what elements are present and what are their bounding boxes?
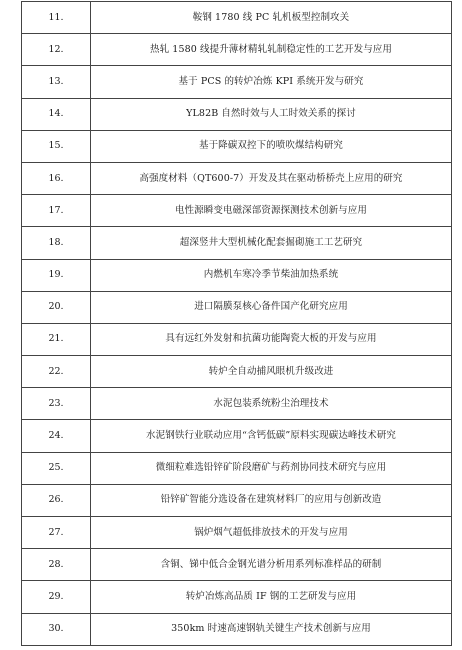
table-row — [22, 549, 452, 581]
project-title: 微细粒难选铅锌矿阶段磨矿与药剂协同技术研究与应用 — [91, 452, 452, 484]
project-title: 基于降碳双控下的喷吹煤结构研究 — [91, 130, 452, 162]
table-row — [22, 581, 452, 613]
project-list-body — [22, 2, 452, 646]
row-number: 29. — [22, 581, 91, 613]
table-row — [22, 517, 452, 549]
table-row — [22, 34, 452, 66]
project-title: YL82B 自然时效与人工时效关系的探讨 — [91, 98, 452, 130]
project-title: 锅炉烟气超低排放技术的开发与应用 — [91, 517, 452, 549]
row-number: 30. — [22, 613, 91, 645]
project-title: 电性源瞬变电磁深部资源探测技术创新与应用 — [91, 195, 452, 227]
table-row — [22, 98, 452, 130]
table-row — [22, 227, 452, 259]
row-number: 27. — [22, 517, 91, 549]
row-number: 18. — [22, 227, 91, 259]
project-title: 高强度材料（QT600-7）开发及其在驱动桥桥壳上应用的研究 — [91, 162, 452, 194]
table-row — [22, 2, 452, 34]
project-title: 鞍钢 1780 线 PC 轧机板型控制攻关 — [91, 2, 452, 34]
project-title: 转炉冶炼高品质 IF 钢的工艺研发与应用 — [91, 581, 452, 613]
row-number: 22. — [22, 356, 91, 388]
row-number: 26. — [22, 484, 91, 516]
project-list-table — [21, 1, 452, 646]
table-row — [22, 452, 452, 484]
project-title: 内燃机车寒冷季节柴油加热系统 — [91, 259, 452, 291]
row-number: 23. — [22, 388, 91, 420]
project-title: 水泥钢铁行业联动应用“含钙低碳”原料实现碳达峰技术研究 — [91, 420, 452, 452]
row-number: 11. — [22, 2, 91, 34]
table-row — [22, 130, 452, 162]
table-row — [22, 259, 452, 291]
table-row — [22, 323, 452, 355]
project-title: 350km 时速高速钢轨关键生产技术创新与应用 — [91, 613, 452, 645]
project-title: 转炉全自动捕风眼机升级改进 — [91, 356, 452, 388]
project-title: 热轧 1580 线提升薄材精轧轧制稳定性的工艺开发与应用 — [91, 34, 452, 66]
project-title: 具有远红外发射和抗菌功能陶瓷大板的开发与应用 — [91, 323, 452, 355]
row-number: 13. — [22, 66, 91, 98]
row-number: 20. — [22, 291, 91, 323]
table-row — [22, 291, 452, 323]
row-number: 12. — [22, 34, 91, 66]
project-title: 水泥包装系统粉尘治理技术 — [91, 388, 452, 420]
table-row — [22, 420, 452, 452]
table-row — [22, 388, 452, 420]
row-number: 25. — [22, 452, 91, 484]
table-row — [22, 613, 452, 645]
table-row — [22, 66, 452, 98]
row-number: 19. — [22, 259, 91, 291]
project-title: 基于 PCS 的转炉冶炼 KPI 系统开发与研究 — [91, 66, 452, 98]
table-row — [22, 356, 452, 388]
table-row — [22, 162, 452, 194]
project-title: 铅锌矿智能分选设备在建筑材料厂的应用与创新改造 — [91, 484, 452, 516]
project-title: 含铜、锑中低合金钢光谱分析用系列标准样品的研制 — [91, 549, 452, 581]
row-number: 24. — [22, 420, 91, 452]
row-number: 14. — [22, 98, 91, 130]
table-row — [22, 484, 452, 516]
project-title: 进口隔膜泵核心备件国产化研究应用 — [91, 291, 452, 323]
table-row — [22, 195, 452, 227]
row-number: 17. — [22, 195, 91, 227]
row-number: 16. — [22, 162, 91, 194]
project-title: 超深竖井大型机械化配套掘砌施工工艺研究 — [91, 227, 452, 259]
row-number: 21. — [22, 323, 91, 355]
row-number: 28. — [22, 549, 91, 581]
row-number: 15. — [22, 130, 91, 162]
